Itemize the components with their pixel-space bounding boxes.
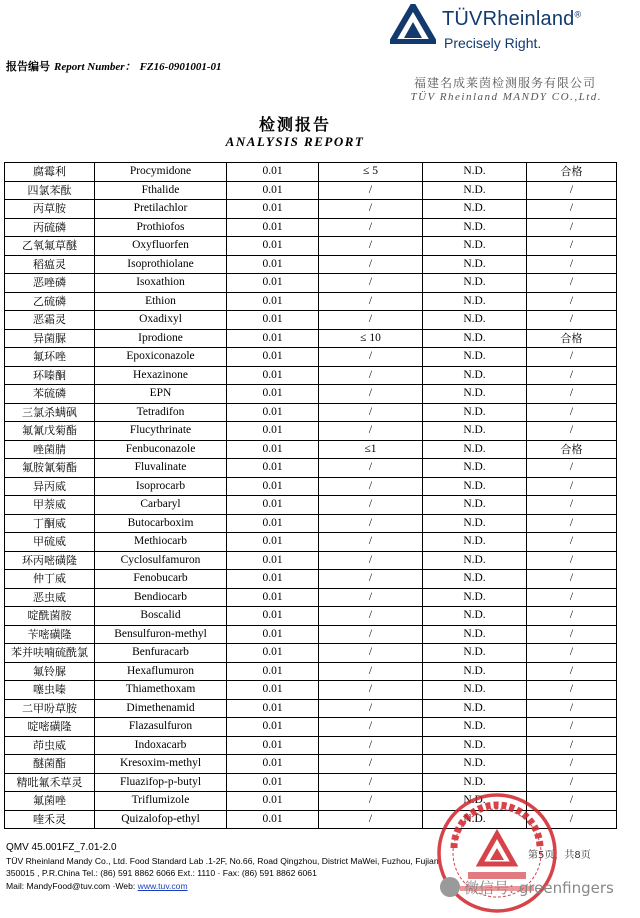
table-cell: / (527, 514, 617, 533)
table-cell: 0.01 (227, 422, 319, 441)
table-cell: 腐霉利 (5, 163, 95, 182)
document-code: QMV 45.001FZ_7.01-2.0 (6, 842, 117, 853)
table-cell: N.D. (423, 607, 527, 626)
table-cell: Hexazinone (95, 366, 227, 385)
table-cell: / (527, 422, 617, 441)
table-cell: / (527, 755, 617, 774)
table-row (5, 773, 617, 792)
table-row (5, 163, 617, 182)
table-row (5, 181, 617, 200)
table-cell: 恶霜灵 (5, 311, 95, 330)
table-row (5, 329, 617, 348)
table-cell: Cyclosulfamuron (95, 551, 227, 570)
table-cell: Oxyfluorfen (95, 237, 227, 256)
table-cell: / (319, 773, 423, 792)
table-cell: / (319, 348, 423, 367)
table-cell: / (319, 810, 423, 829)
table-cell: 二甲吩草胺 (5, 699, 95, 718)
table-row (5, 496, 617, 515)
table-row (5, 644, 617, 663)
table-cell: Procymidone (95, 163, 227, 182)
table-cell: Quizalofop-ethyl (95, 810, 227, 829)
table-cell: / (319, 311, 423, 330)
table-cell: ≤ 10 (319, 329, 423, 348)
table-row (5, 459, 617, 478)
table-cell: Flazasulfuron (95, 718, 227, 737)
table-cell: N.D. (423, 755, 527, 774)
table-cell: / (527, 292, 617, 311)
table-cell: N.D. (423, 348, 527, 367)
table-cell: 0.01 (227, 570, 319, 589)
table-cell: 0.01 (227, 792, 319, 811)
table-cell: 丁酮威 (5, 514, 95, 533)
table-cell: Isoxathion (95, 274, 227, 293)
results-table (4, 162, 617, 829)
table-cell: / (527, 237, 617, 256)
table-cell: / (527, 348, 617, 367)
table-row (5, 237, 617, 256)
table-cell: EPN (95, 385, 227, 404)
report-number-label-cn: 报告编号 (6, 61, 50, 73)
table-cell: / (527, 625, 617, 644)
wechat-watermark (440, 877, 614, 898)
table-row (5, 422, 617, 441)
table-cell: 0.01 (227, 274, 319, 293)
report-title-cn: 检测报告 (258, 115, 331, 134)
wechat-icon (440, 877, 460, 897)
table-cell: 四氯苯酞 (5, 181, 95, 200)
table-cell: 乙氧氟草醚 (5, 237, 95, 256)
table-cell: Triflumizole (95, 792, 227, 811)
table-cell: / (319, 718, 423, 737)
table-cell: 合格 (527, 163, 617, 182)
table-cell: N.D. (423, 662, 527, 681)
table-row (5, 625, 617, 644)
table-cell: N.D. (423, 477, 527, 496)
table-cell: / (319, 755, 423, 774)
table-cell: 0.01 (227, 255, 319, 274)
table-cell: 0.01 (227, 662, 319, 681)
table-cell: 0.01 (227, 329, 319, 348)
table-cell: / (527, 477, 617, 496)
table-cell: 苄嘧磺隆 (5, 625, 95, 644)
table-cell: N.D. (423, 218, 527, 237)
table-cell: / (319, 237, 423, 256)
table-cell: Dimethenamid (95, 699, 227, 718)
table-cell: N.D. (423, 644, 527, 663)
table-cell: Pretilachlor (95, 200, 227, 219)
table-cell: 啶嘧磺隆 (5, 718, 95, 737)
table-cell: / (319, 644, 423, 663)
table-cell: 0.01 (227, 403, 319, 422)
table-cell: 氟环唑 (5, 348, 95, 367)
table-cell: 甲萘威 (5, 496, 95, 515)
table-cell: / (319, 551, 423, 570)
table-cell: / (319, 459, 423, 478)
table-cell: 0.01 (227, 440, 319, 459)
table-cell: Bensulfuron-methyl (95, 625, 227, 644)
table-cell: Benfuracarb (95, 644, 227, 663)
table-cell: N.D. (423, 311, 527, 330)
table-cell: N.D. (423, 403, 527, 422)
table-cell: 喹禾灵 (5, 810, 95, 829)
table-cell: 氟菌唑 (5, 792, 95, 811)
table-cell: N.D. (423, 237, 527, 256)
table-row (5, 755, 617, 774)
table-row (5, 200, 617, 219)
table-row (5, 588, 617, 607)
table-cell: 三氯杀螨砜 (5, 403, 95, 422)
table-cell: / (319, 514, 423, 533)
table-cell: / (527, 607, 617, 626)
table-cell: / (319, 385, 423, 404)
table-cell: N.D. (423, 200, 527, 219)
table-cell: / (527, 385, 617, 404)
table-cell: / (527, 570, 617, 589)
table-cell: / (319, 181, 423, 200)
table-cell: / (319, 422, 423, 441)
table-cell: 环嗪酮 (5, 366, 95, 385)
table-cell: N.D. (423, 625, 527, 644)
table-cell: / (319, 792, 423, 811)
footer-mail: Mail: MandyFood@tuv.com ·Web: (6, 880, 138, 891)
table-row (5, 385, 617, 404)
table-cell: N.D. (423, 588, 527, 607)
table-row (5, 514, 617, 533)
table-cell: N.D. (423, 459, 527, 478)
table-cell: N.D. (423, 329, 527, 348)
table-cell: 0.01 (227, 588, 319, 607)
table-cell: 0.01 (227, 459, 319, 478)
footer-phone-line: 350015 , P.R.China Tel.: (86) 591 8862 6066 Ext.: 1110 · Fax: (86) 591 8862 6061 (6, 868, 317, 878)
table-cell: Epoxiconazole (95, 348, 227, 367)
table-cell: 甲硫威 (5, 533, 95, 552)
table-cell: 0.01 (227, 218, 319, 237)
table-cell: 噻虫嗪 (5, 681, 95, 700)
table-cell: / (319, 699, 423, 718)
table-row (5, 311, 617, 330)
table-cell: 0.01 (227, 292, 319, 311)
table-cell: 0.01 (227, 385, 319, 404)
table-cell: N.D. (423, 514, 527, 533)
table-cell: Methiocarb (95, 533, 227, 552)
table-row (5, 366, 617, 385)
table-cell: Isoprocarb (95, 477, 227, 496)
table-cell: 醚菌酯 (5, 755, 95, 774)
table-cell: Iprodione (95, 329, 227, 348)
table-cell: 精吡氟禾草灵 (5, 773, 95, 792)
table-cell: Oxadixyl (95, 311, 227, 330)
table-cell: / (527, 533, 617, 552)
table-cell: / (527, 459, 617, 478)
table-cell: N.D. (423, 533, 527, 552)
report-title-en: ANALYSIS REPORT (225, 134, 365, 149)
table-cell: N.D. (423, 440, 527, 459)
table-cell: N.D. (423, 551, 527, 570)
footer-contact-line (6, 880, 439, 893)
table-cell: 合格 (527, 440, 617, 459)
footer-address-line: TÜV Rheinland Mandy Co., Ltd. Food Standard Lab .1-2F, No.66, Road Qingzhou, District MaWei, Fuzhou, Fujian (6, 855, 439, 866)
table-cell: 唑菌腈 (5, 440, 95, 459)
table-cell: 氟铃脲 (5, 662, 95, 681)
table-cell: / (527, 274, 617, 293)
table-cell: 氟氰戊菊酯 (5, 422, 95, 441)
table-cell: / (319, 200, 423, 219)
report-number-label-en: Report Number： (54, 61, 136, 73)
table-cell: Fenbuconazole (95, 440, 227, 459)
table-cell: / (527, 496, 617, 515)
table-cell: 0.01 (227, 699, 319, 718)
table-cell: Isoprothiolane (95, 255, 227, 274)
table-cell: N.D. (423, 773, 527, 792)
table-cell: Prothiofos (95, 218, 227, 237)
logo-tagline: Precisely Right. (444, 35, 542, 51)
table-cell: N.D. (423, 718, 527, 737)
table-cell: Flucythrinate (95, 422, 227, 441)
table-cell: Bendiocarb (95, 588, 227, 607)
table-row (5, 681, 617, 700)
table-cell: 0.01 (227, 773, 319, 792)
table-cell: / (527, 311, 617, 330)
table-cell: Fluazifop-p-butyl (95, 773, 227, 792)
table-cell: 恶唑磷 (5, 274, 95, 293)
table-cell: N.D. (423, 255, 527, 274)
table-cell: / (319, 403, 423, 422)
table-cell: Boscalid (95, 607, 227, 626)
table-cell: N.D. (423, 496, 527, 515)
table-cell: / (527, 403, 617, 422)
table-cell: / (319, 366, 423, 385)
table-cell: 0.01 (227, 736, 319, 755)
table-cell: / (319, 662, 423, 681)
table-cell: / (319, 292, 423, 311)
table-row (5, 699, 617, 718)
table-row (5, 533, 617, 552)
table-cell: 0.01 (227, 533, 319, 552)
table-cell: / (319, 736, 423, 755)
company-name-en: TÜV Rheinland MANDY CO.,Ltd. (410, 91, 602, 103)
table-cell: / (527, 736, 617, 755)
table-cell: 氟胺氰菊酯 (5, 459, 95, 478)
logo-wordmark: TÜVRheinland® (442, 8, 582, 30)
table-cell: ≤ 5 (319, 163, 423, 182)
table-cell: 0.01 (227, 514, 319, 533)
tuv-logo (386, 2, 636, 58)
table-cell: N.D. (423, 736, 527, 755)
table-cell: 0.01 (227, 625, 319, 644)
table-cell: ≤1 (319, 440, 423, 459)
table-row (5, 551, 617, 570)
table-cell: Ethion (95, 292, 227, 311)
table-row (5, 348, 617, 367)
table-row (5, 718, 617, 737)
table-cell: 0.01 (227, 181, 319, 200)
table-cell: 异菌脲 (5, 329, 95, 348)
table-row (5, 570, 617, 589)
table-cell: 0.01 (227, 810, 319, 829)
table-cell: / (319, 218, 423, 237)
footer (6, 842, 439, 892)
table-cell: 0.01 (227, 681, 319, 700)
table-cell: / (319, 255, 423, 274)
table-cell: Thiamethoxam (95, 681, 227, 700)
table-cell: / (527, 366, 617, 385)
table-cell: 啶酰菌胺 (5, 607, 95, 626)
table-cell: N.D. (423, 366, 527, 385)
table-cell: 苯硫磷 (5, 385, 95, 404)
company-name-cn: 福建名成莱茵检测服务有限公司 (413, 76, 596, 90)
table-cell: 0.01 (227, 607, 319, 626)
table-cell: 苯并呋喃硫酰氯 (5, 644, 95, 663)
table-cell: / (527, 773, 617, 792)
table-cell: / (527, 718, 617, 737)
table-cell: Carbaryl (95, 496, 227, 515)
table-cell: 合格 (527, 329, 617, 348)
table-cell: Fenobucarb (95, 570, 227, 589)
watermark-text: 微信号: greenfingers (464, 879, 614, 897)
table-row (5, 403, 617, 422)
table-cell: 0.01 (227, 718, 319, 737)
table-cell: N.D. (423, 681, 527, 700)
table-cell: 0.01 (227, 755, 319, 774)
table-row (5, 477, 617, 496)
table-cell: N.D. (423, 810, 527, 829)
table-cell: 0.01 (227, 551, 319, 570)
table-cell: Butocarboxim (95, 514, 227, 533)
table-cell: 恶虫威 (5, 588, 95, 607)
footer-web-link[interactable]: www.tuv.com (137, 880, 188, 891)
table-cell: / (319, 274, 423, 293)
table-cell: 仲丁威 (5, 570, 95, 589)
table-cell: Hexaflumuron (95, 662, 227, 681)
table-cell: / (319, 496, 423, 515)
table-cell: / (527, 200, 617, 219)
table-cell: / (527, 255, 617, 274)
table-cell: Fluvalinate (95, 459, 227, 478)
table-cell: / (319, 625, 423, 644)
table-cell: 0.01 (227, 366, 319, 385)
table-cell: 0.01 (227, 477, 319, 496)
table-cell: / (527, 681, 617, 700)
table-cell: N.D. (423, 292, 527, 311)
table-cell: N.D. (423, 181, 527, 200)
table-cell: / (319, 477, 423, 496)
table-cell: 乙硫磷 (5, 292, 95, 311)
tuv-triangle-icon (390, 4, 436, 44)
table-cell: / (527, 588, 617, 607)
table-row (5, 607, 617, 626)
table-cell: / (319, 607, 423, 626)
table-cell: Fthalide (95, 181, 227, 200)
report-number (6, 58, 221, 74)
table-cell: N.D. (423, 570, 527, 589)
table-cell: Tetradifon (95, 403, 227, 422)
table-row (5, 292, 617, 311)
table-cell: / (319, 588, 423, 607)
table-cell: 0.01 (227, 496, 319, 515)
table-cell: 0.01 (227, 163, 319, 182)
table-cell: / (527, 551, 617, 570)
table-row (5, 274, 617, 293)
table-row (5, 255, 617, 274)
table-cell: 0.01 (227, 237, 319, 256)
table-cell: 茚虫威 (5, 736, 95, 755)
table-cell: 丙硫磷 (5, 218, 95, 237)
table-row (5, 218, 617, 237)
table-cell: N.D. (423, 699, 527, 718)
table-row (5, 662, 617, 681)
table-cell: / (527, 181, 617, 200)
table-cell: / (527, 644, 617, 663)
table-cell: N.D. (423, 792, 527, 811)
table-cell: 异丙威 (5, 477, 95, 496)
table-cell: Indoxacarb (95, 736, 227, 755)
table-cell: / (527, 810, 617, 829)
table-cell: / (527, 218, 617, 237)
table-cell: 0.01 (227, 644, 319, 663)
table-cell: 丙草胺 (5, 200, 95, 219)
table-cell: 稻瘟灵 (5, 255, 95, 274)
table-cell: / (319, 570, 423, 589)
table-cell: Kresoxim-methyl (95, 755, 227, 774)
report-number-value: FZ16-0901001-01 (139, 61, 222, 73)
table-cell: / (527, 699, 617, 718)
table-cell: N.D. (423, 385, 527, 404)
table-cell: / (527, 792, 617, 811)
table-row (5, 736, 617, 755)
table-cell: / (319, 681, 423, 700)
table-cell: N.D. (423, 163, 527, 182)
table-cell: / (527, 662, 617, 681)
table-cell: 环丙嘧磺隆 (5, 551, 95, 570)
table-cell: 0.01 (227, 311, 319, 330)
table-cell: / (319, 533, 423, 552)
table-cell: 0.01 (227, 200, 319, 219)
results-table-body (5, 163, 617, 829)
table-cell: N.D. (423, 274, 527, 293)
page-number: 第5页，共8页 (528, 850, 591, 861)
table-row (5, 440, 617, 459)
table-cell: 0.01 (227, 348, 319, 367)
table-cell: N.D. (423, 422, 527, 441)
